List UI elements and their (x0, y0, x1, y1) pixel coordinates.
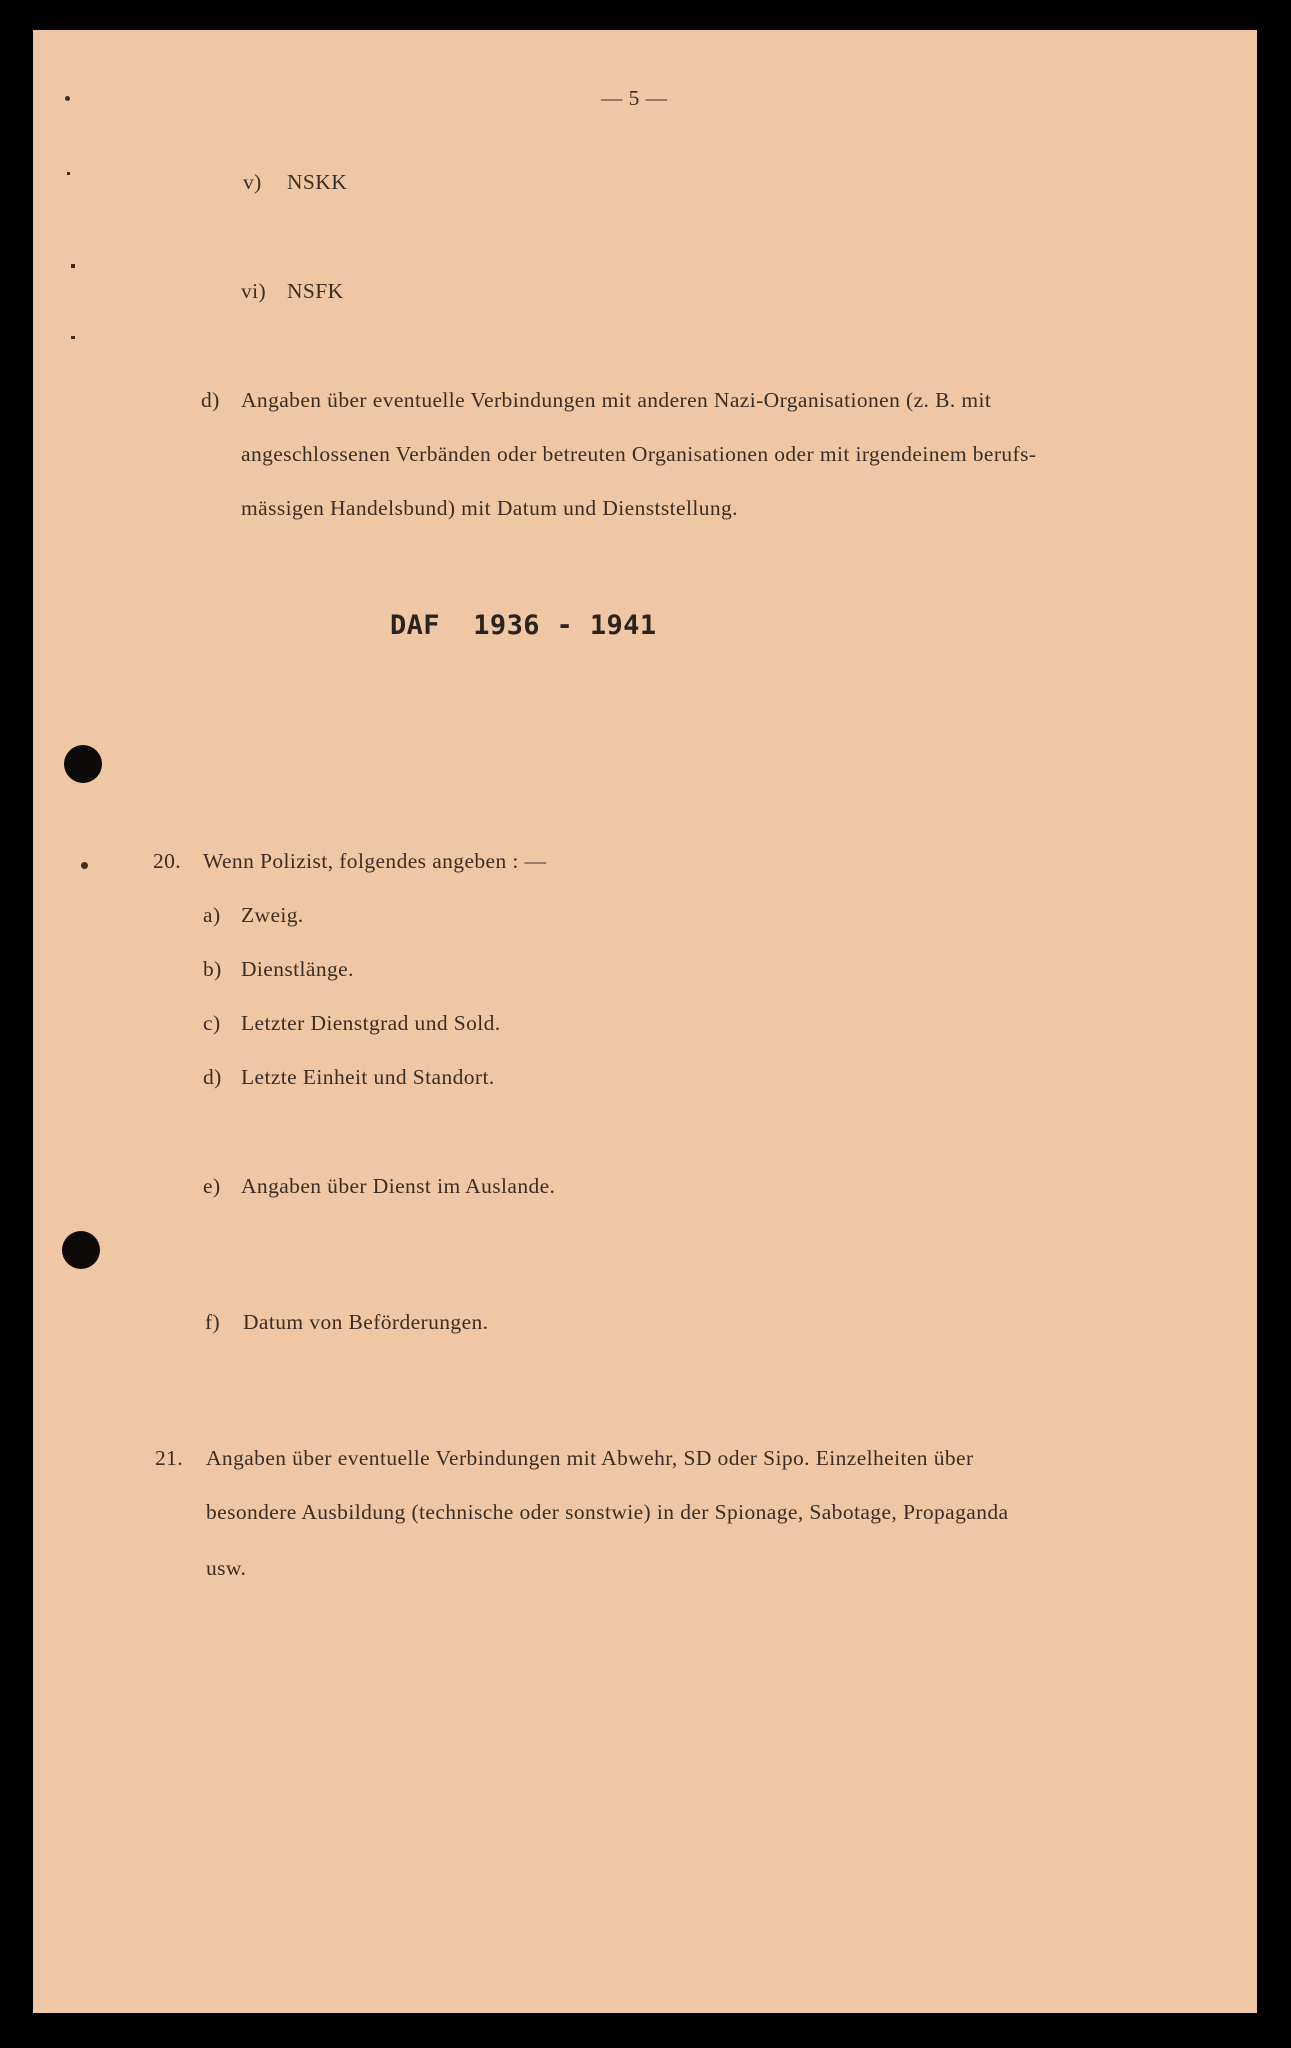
margin-dot (71, 336, 75, 339)
margin-dot (81, 862, 88, 869)
sub-text: Dienstlänge. (241, 957, 354, 981)
sub-marker: b) (203, 957, 222, 981)
item-text: NSFK (287, 279, 344, 303)
question-20-number: 20. (153, 849, 182, 873)
sub-marker: e) (203, 1174, 221, 1198)
sub-text: Datum von Beförderungen. (243, 1310, 489, 1334)
item-marker: v) (243, 170, 262, 194)
item-d-line: mässigen Handelsbund) mit Datum und Dienststellung. (241, 496, 738, 520)
sub-text: Letzter Dienstgrad und Sold. (241, 1011, 501, 1035)
page-number: — 5 — (601, 86, 668, 110)
question-21-line: usw. (206, 1556, 247, 1580)
margin-dot (67, 172, 70, 175)
punch-hole (62, 1231, 100, 1269)
q20-sub-item (203, 1065, 495, 1090)
q20-sub-item (203, 957, 354, 982)
q20-sub-item (203, 1011, 501, 1036)
sub-marker: c) (203, 1011, 221, 1035)
item-v (243, 170, 347, 195)
question-21-line: Angaben über eventuelle Verbindungen mit Abwehr, SD oder Sipo. Einzelheiten über (206, 1446, 974, 1470)
item-text: NSKK (287, 170, 348, 194)
sub-text: Zweig. (241, 903, 304, 927)
item-d-marker: d) (201, 388, 220, 412)
sub-text: Angaben über Dienst im Auslande. (241, 1174, 556, 1198)
punch-hole (64, 745, 102, 783)
margin-dot (65, 96, 70, 101)
margin-dot (71, 264, 75, 268)
typed-answer: DAF 1936 - 1941 (390, 610, 657, 641)
item-marker: vi) (241, 279, 267, 303)
question-21-line: besondere Ausbildung (technische oder sonstwie) in der Spionage, Sabotage, Propaganda (206, 1500, 1009, 1524)
document-page (33, 30, 1257, 2013)
item-d-line: Angaben über eventuelle Verbindungen mit anderen Nazi-Organisationen (z. B. mit (241, 388, 992, 412)
sub-marker: a) (203, 903, 221, 927)
q20-sub-item (205, 1310, 488, 1335)
sub-marker: f) (205, 1310, 221, 1334)
sub-text: Letzte Einheit und Standort. (241, 1065, 495, 1089)
question-20-text: Wenn Polizist, folgendes angeben : — (203, 849, 547, 873)
q20-sub-item (203, 903, 304, 928)
item-d-line: angeschlossenen Verbänden oder betreuten Organisationen oder mit irgendeinem berufs- (241, 442, 1037, 466)
question-21-number: 21. (155, 1446, 184, 1470)
q20-sub-item (203, 1174, 555, 1199)
item-vi (241, 279, 344, 304)
sub-marker: d) (203, 1065, 222, 1089)
